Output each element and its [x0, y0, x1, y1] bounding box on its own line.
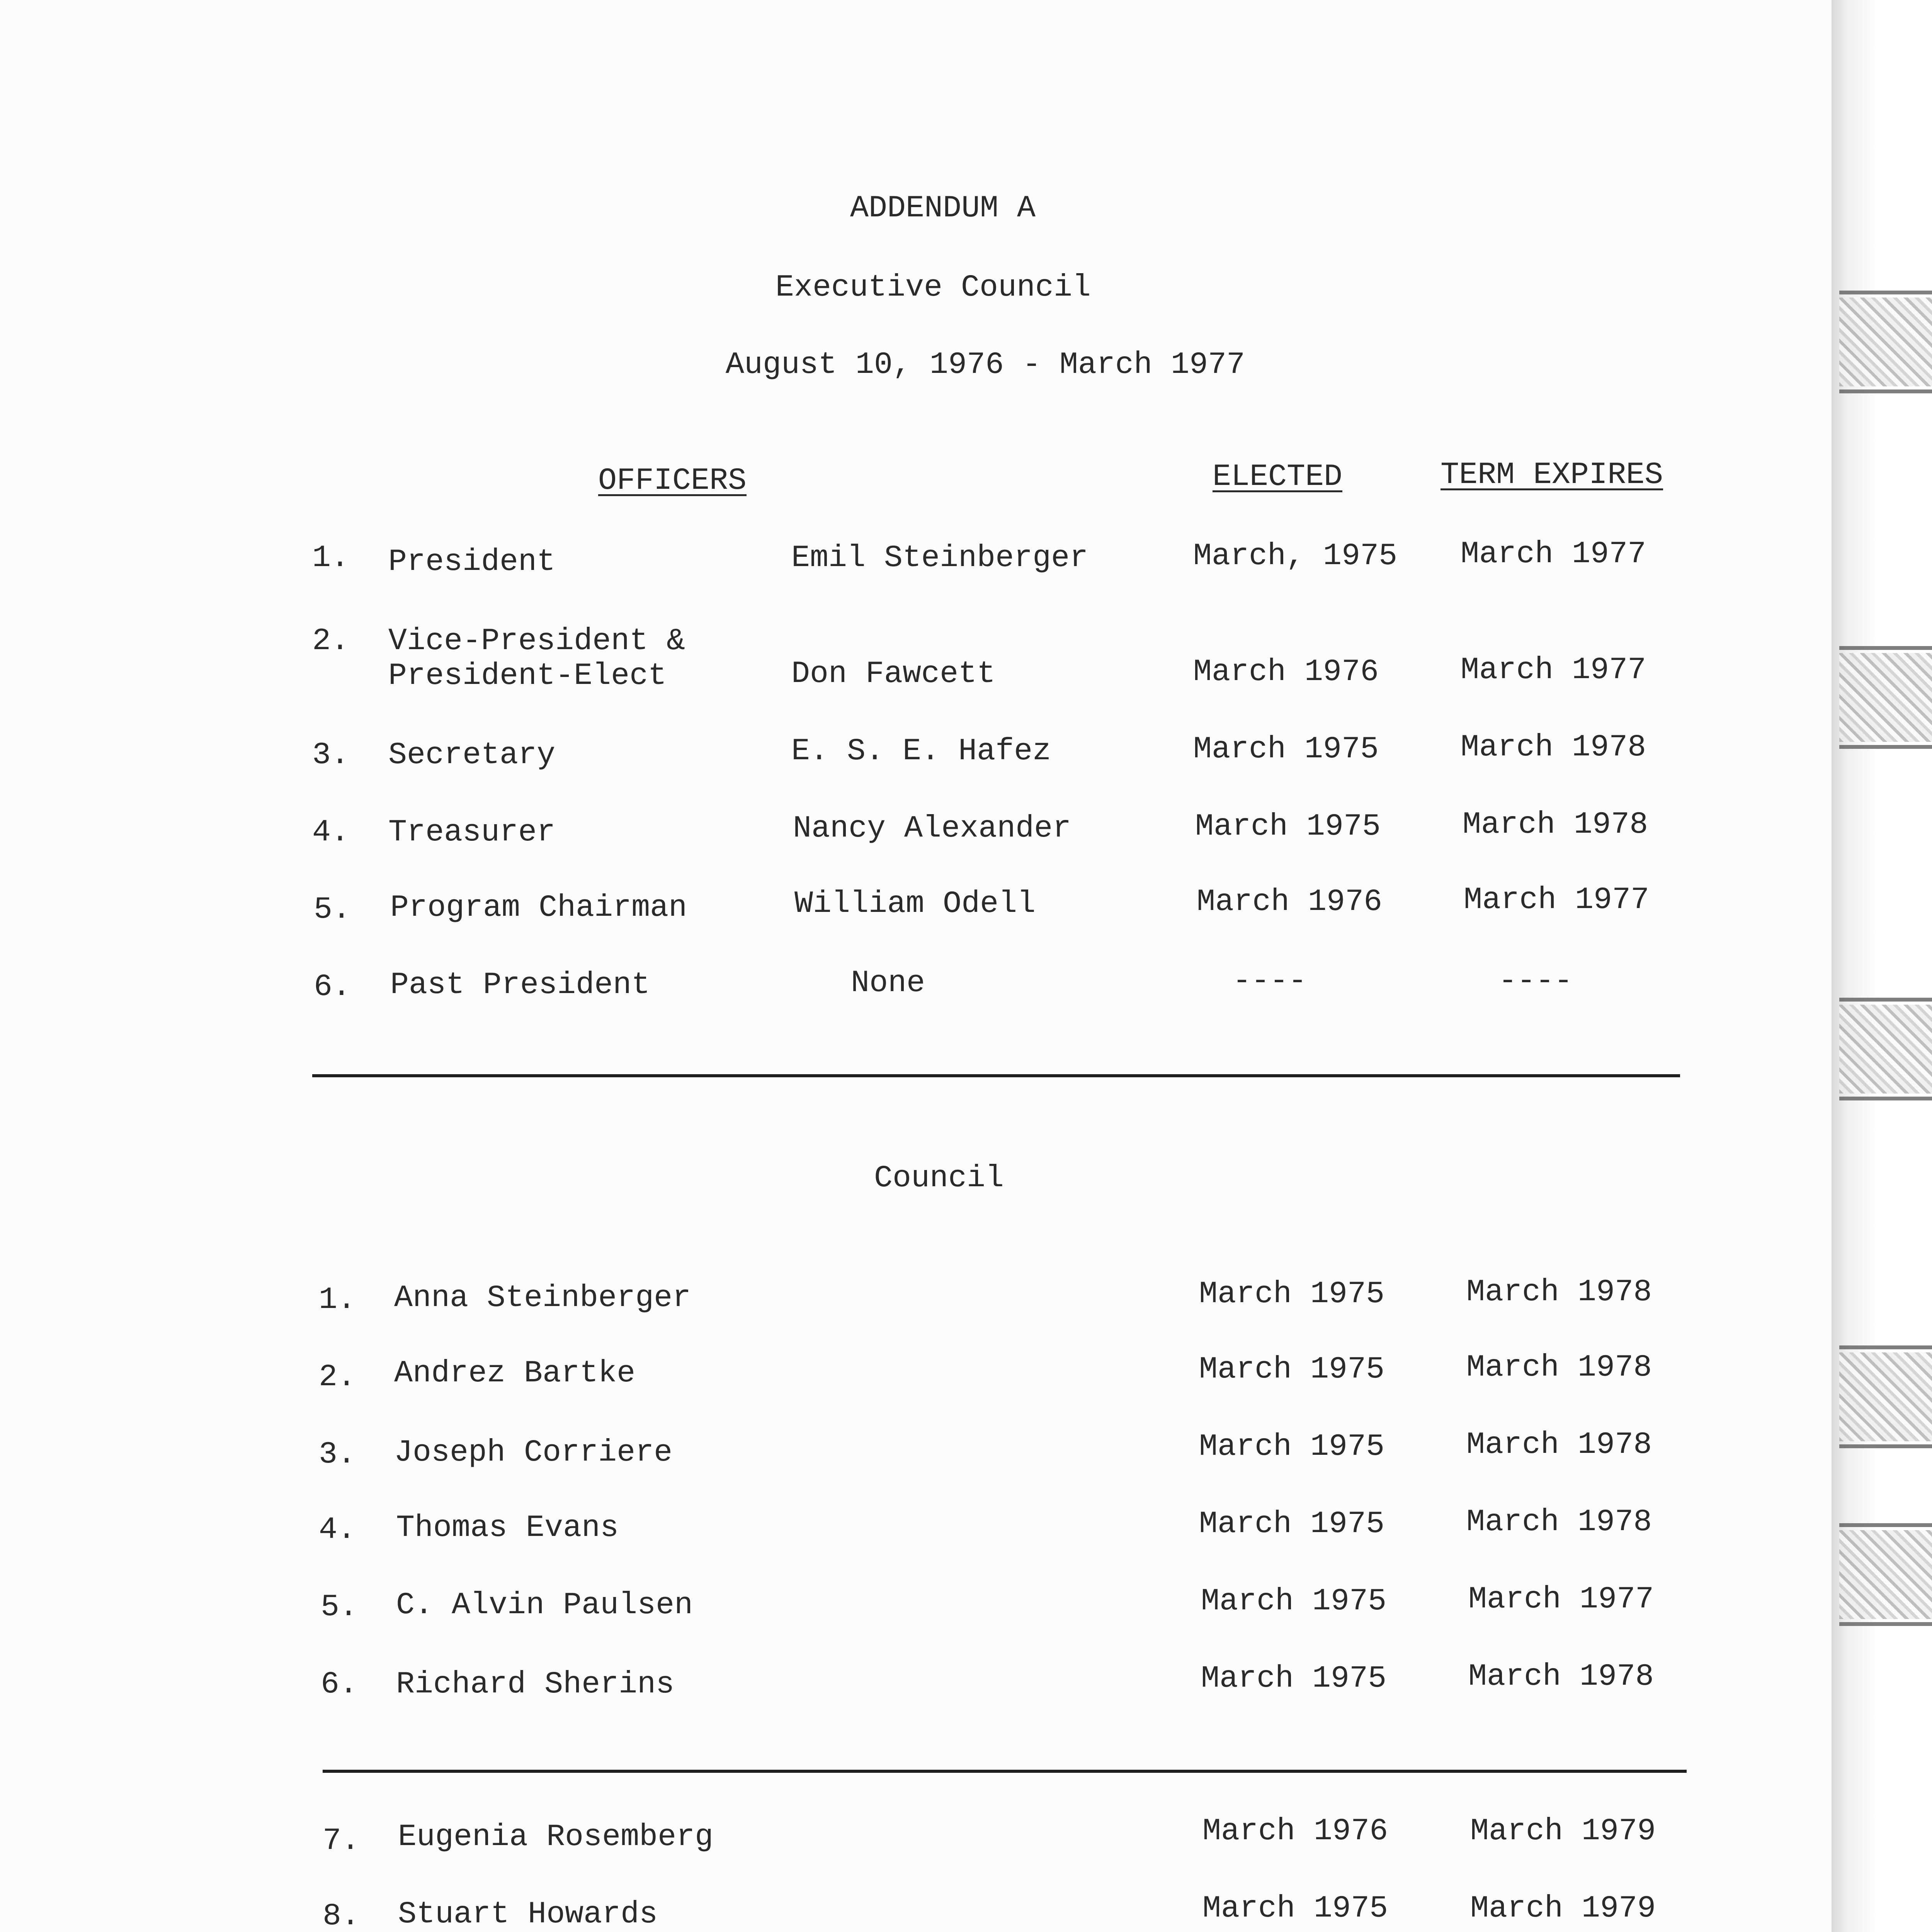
page-title: Executive Council: [775, 270, 1091, 305]
member-name: Anna Steinberger: [394, 1281, 691, 1316]
term-expires-date: March 1977: [1464, 883, 1650, 918]
row-number: 2.: [312, 624, 350, 659]
row-number: 1.: [319, 1282, 356, 1318]
elected-date: March 1976: [1193, 655, 1379, 690]
officer-title: Vice-President &: [388, 624, 685, 659]
officer-title: Program Chairman: [390, 890, 687, 925]
officer-name: None: [851, 966, 925, 1001]
member-name: C. Alvin Paulsen: [396, 1588, 693, 1623]
term-expires-date: March 1978: [1466, 1275, 1652, 1310]
member-name: Joseph Corriere: [394, 1435, 673, 1470]
council-heading: Council: [874, 1161, 1004, 1196]
scan-edge-right: [1832, 0, 1932, 1932]
elected-date: ----: [1233, 964, 1307, 999]
row-number: 2.: [319, 1360, 356, 1395]
addendum-label: ADDENDUM A: [850, 191, 1036, 226]
term-expires-date: March 1977: [1461, 537, 1646, 572]
member-name: Richard Sherins: [396, 1667, 675, 1702]
term-expires-column-header: TERM EXPIRES: [1440, 457, 1663, 493]
binder-mark: [1839, 1005, 1932, 1094]
period-subtitle: August 10, 1976 - March 1977: [725, 347, 1245, 383]
binder-mark: [1839, 653, 1932, 742]
officer-title: Treasurer: [388, 815, 556, 850]
officer-title-continued: President-Elect: [388, 658, 667, 694]
binder-mark: [1839, 1352, 1932, 1441]
elected-column-header: ELECTED: [1213, 459, 1343, 495]
row-number: 7.: [323, 1823, 360, 1859]
officers-column-header: OFFICERS: [598, 463, 747, 498]
elected-date: March 1975: [1201, 1661, 1387, 1696]
row-number: 5.: [321, 1590, 358, 1625]
officer-name: Emil Steinberger: [791, 541, 1088, 576]
officer-title: Secretary: [388, 738, 556, 773]
row-number: 3.: [312, 738, 350, 773]
member-name: Thomas Evans: [396, 1510, 619, 1546]
term-expires-date: March 1979: [1470, 1814, 1656, 1849]
row-number: 6.: [321, 1667, 358, 1702]
officer-name: Don Fawcett: [791, 656, 996, 692]
elected-date: March 1975: [1195, 809, 1381, 844]
elected-date: March 1976: [1197, 884, 1383, 920]
elected-date: March 1975: [1199, 1429, 1385, 1464]
section-divider: [323, 1770, 1687, 1773]
row-number: 4.: [319, 1512, 356, 1548]
officer-title: Past President: [390, 968, 650, 1003]
row-number: 3.: [319, 1437, 356, 1472]
officer-name: E. S. E. Hafez: [791, 734, 1051, 769]
term-expires-date: March 1978: [1466, 1350, 1652, 1385]
term-expires-date: March 1978: [1468, 1659, 1654, 1694]
member-name: Eugenia Rosemberg: [398, 1820, 714, 1855]
term-expires-date: March 1978: [1466, 1505, 1652, 1540]
row-number: 4.: [312, 815, 350, 850]
binder-mark: [1839, 298, 1932, 386]
elected-date: March 1975: [1199, 1277, 1385, 1312]
binder-mark: [1839, 1530, 1932, 1619]
term-expires-date: March 1979: [1470, 1891, 1656, 1926]
officer-name: Nancy Alexander: [793, 811, 1071, 846]
elected-date: March, 1975: [1193, 539, 1398, 574]
officer-name: William Odell: [794, 886, 1036, 922]
term-expires-date: March 1977: [1461, 653, 1646, 688]
elected-date: March 1975: [1201, 1584, 1387, 1619]
elected-date: March 1975: [1193, 732, 1379, 767]
member-name: Stuart Howards: [398, 1897, 658, 1932]
officer-title: President: [388, 544, 556, 580]
term-expires-date: March 1978: [1461, 730, 1646, 765]
row-number: 1.: [312, 541, 350, 576]
elected-date: March 1975: [1199, 1352, 1385, 1387]
elected-date: March 1976: [1202, 1814, 1388, 1849]
term-expires-date: March 1978: [1466, 1427, 1652, 1463]
term-expires-date: ----: [1498, 964, 1573, 999]
term-expires-date: March 1978: [1463, 807, 1648, 842]
section-divider: [312, 1074, 1680, 1077]
row-number: 8.: [323, 1899, 360, 1932]
row-number: 6.: [314, 969, 351, 1005]
member-name: Andrez Bartke: [394, 1356, 636, 1391]
row-number: 5.: [314, 892, 351, 927]
elected-date: March 1975: [1199, 1507, 1385, 1542]
elected-date: March 1975: [1202, 1891, 1388, 1926]
term-expires-date: March 1977: [1468, 1582, 1654, 1617]
